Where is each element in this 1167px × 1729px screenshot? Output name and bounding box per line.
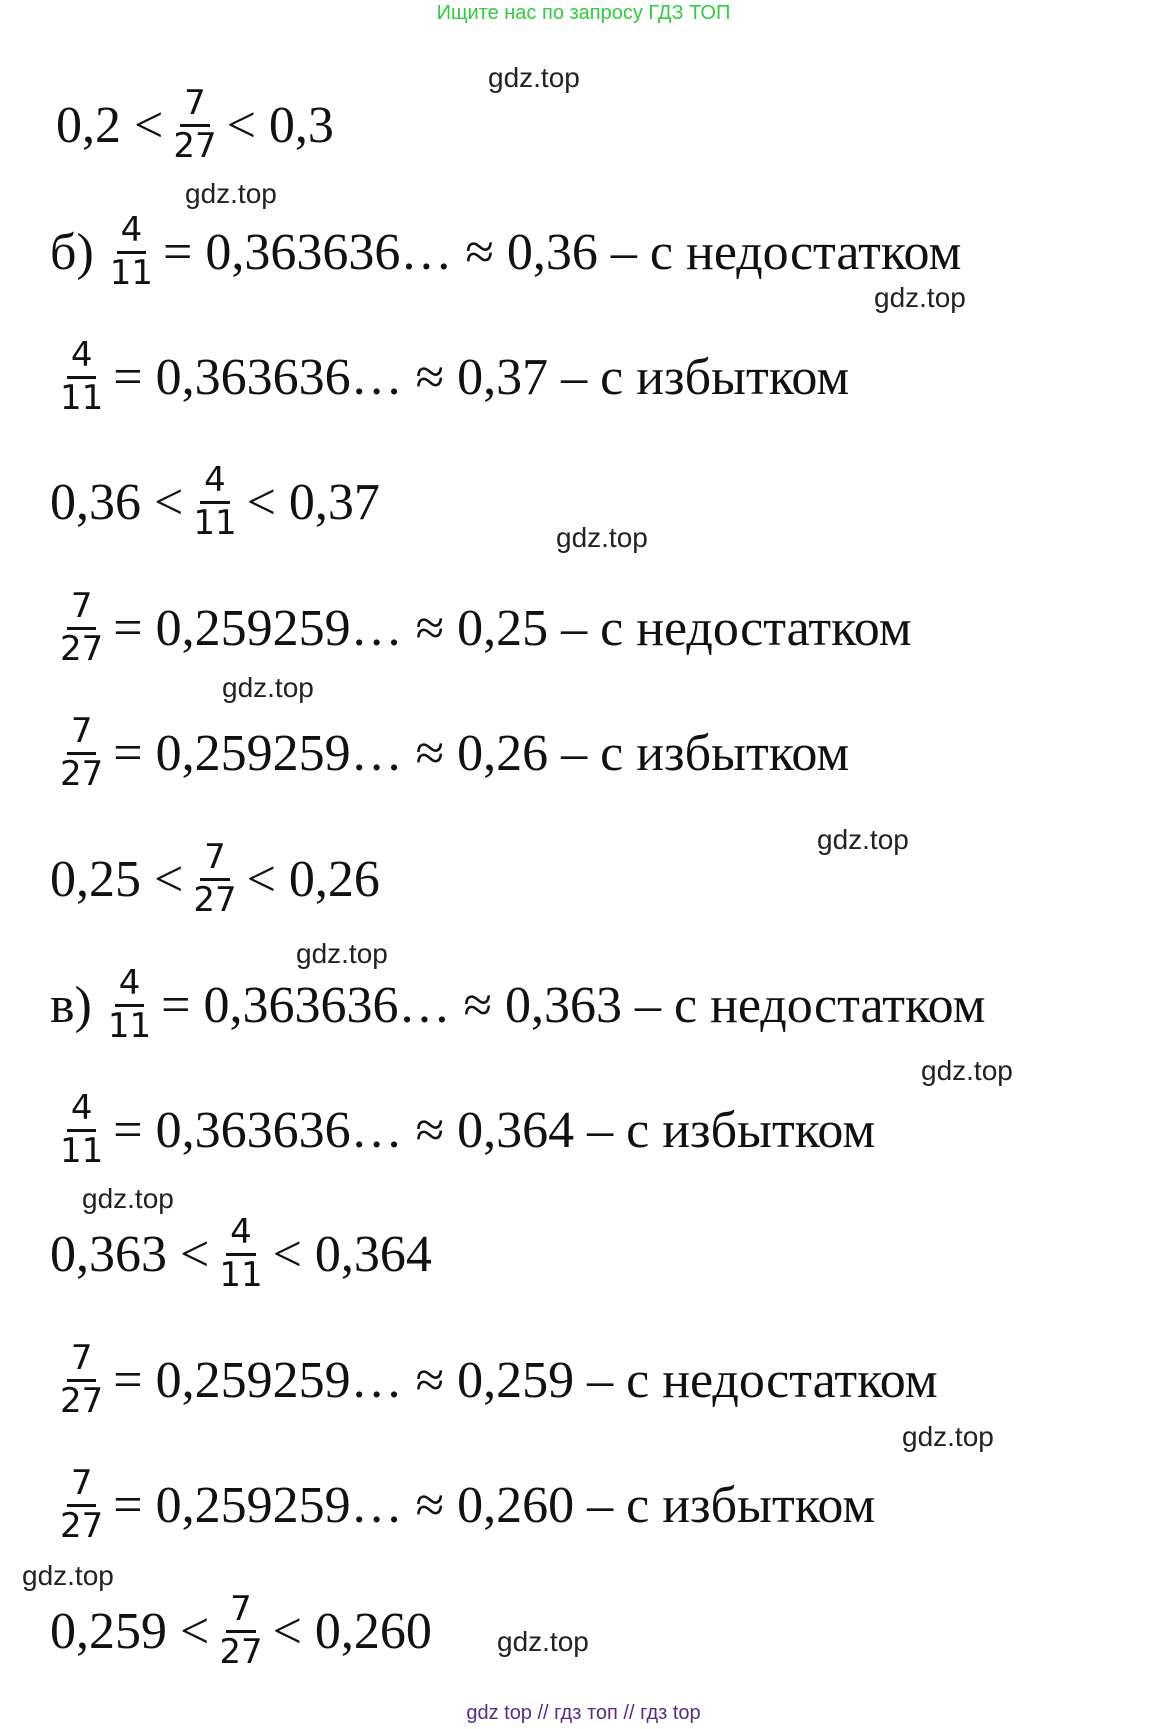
numerator: 4 bbox=[226, 1215, 256, 1256]
numerator: 4 bbox=[67, 338, 97, 379]
numerator: 4 bbox=[67, 1091, 97, 1132]
watermark: gdz.top bbox=[82, 1183, 174, 1214]
line-after: < 0,364 bbox=[272, 1225, 432, 1283]
watermark: gdz.top bbox=[488, 62, 580, 93]
line-after: = 0,259259… ≈ 0,26 – с избытком bbox=[113, 724, 850, 782]
line-before: 0,2 < bbox=[56, 96, 164, 154]
numerator: 7 bbox=[67, 589, 97, 630]
watermark: gdz.top bbox=[556, 522, 648, 553]
watermark: gdz.top bbox=[296, 938, 388, 969]
numerator: 7 bbox=[67, 1466, 97, 1507]
line-after: = 0,363636… ≈ 0,363 – с недостатком bbox=[161, 976, 986, 1034]
line-after: < 0,260 bbox=[272, 1602, 432, 1660]
fraction bbox=[56, 1462, 107, 1546]
math-line-12 bbox=[50, 1460, 875, 1550]
fraction bbox=[189, 459, 240, 543]
math-line-5 bbox=[50, 583, 912, 673]
fraction bbox=[106, 209, 157, 293]
line-after: = 0,259259… ≈ 0,259 – с недостатком bbox=[113, 1351, 938, 1409]
fraction bbox=[189, 836, 240, 920]
math-line-8 bbox=[50, 960, 986, 1050]
fraction bbox=[169, 82, 220, 166]
line-prefix: б) bbox=[50, 223, 94, 281]
denominator: 11 bbox=[60, 1130, 104, 1171]
line-after: = 0,363636… ≈ 0,364 – с избытком bbox=[113, 1101, 876, 1159]
fraction bbox=[56, 1087, 107, 1171]
line-before: 0,25 < bbox=[50, 850, 184, 908]
watermark: gdz.top bbox=[921, 1055, 1013, 1086]
watermark: gdz.top bbox=[22, 1560, 114, 1591]
math-line-11 bbox=[50, 1335, 938, 1425]
math-line-9 bbox=[50, 1085, 875, 1175]
denominator: 27 bbox=[60, 1505, 104, 1546]
math-line-7 bbox=[50, 834, 380, 924]
numerator: 7 bbox=[180, 86, 210, 127]
watermark: gdz.top bbox=[497, 1626, 589, 1657]
math-line-1 bbox=[50, 80, 334, 170]
math-line-6 bbox=[50, 708, 849, 798]
numerator: 4 bbox=[200, 463, 230, 504]
math-line-3 bbox=[50, 332, 849, 422]
numerator: 7 bbox=[67, 714, 97, 755]
fraction bbox=[215, 1588, 266, 1672]
fraction bbox=[56, 1337, 107, 1421]
fraction bbox=[56, 585, 107, 669]
line-before: 0,36 < bbox=[50, 473, 184, 531]
denominator: 11 bbox=[60, 377, 104, 418]
line-after: = 0,363636… ≈ 0,36 – с недостатком bbox=[163, 223, 962, 281]
math-line-10 bbox=[50, 1209, 432, 1299]
denominator: 11 bbox=[107, 1005, 152, 1046]
denominator: 11 bbox=[193, 502, 237, 543]
line-after: = 0,259259… ≈ 0,260 – с избытком bbox=[113, 1476, 876, 1534]
denominator: 11 bbox=[219, 1254, 263, 1295]
numerator: 7 bbox=[67, 1341, 97, 1382]
math-line-4 bbox=[50, 457, 380, 547]
denominator: 27 bbox=[60, 628, 104, 669]
denominator: 11 bbox=[109, 252, 154, 293]
line-prefix: в) bbox=[50, 976, 92, 1034]
watermark: gdz.top bbox=[902, 1421, 994, 1452]
denominator: 27 bbox=[193, 879, 237, 920]
footer: gdz top // гдз топ // гдз top bbox=[466, 1702, 701, 1724]
line-before: 0,259 < bbox=[50, 1602, 210, 1660]
watermark: gdz.top bbox=[817, 824, 909, 855]
numerator: 4 bbox=[117, 213, 147, 254]
watermark: gdz.top bbox=[222, 672, 314, 703]
fraction bbox=[104, 962, 155, 1046]
line-after: < 0,26 bbox=[246, 850, 380, 908]
numerator: 7 bbox=[226, 1592, 256, 1633]
fraction bbox=[215, 1211, 266, 1295]
line-after: = 0,363636… ≈ 0,37 – с избытком bbox=[113, 348, 850, 406]
line-after: < 0,3 bbox=[226, 96, 334, 154]
denominator: 27 bbox=[60, 753, 104, 794]
numerator: 7 bbox=[200, 840, 230, 881]
line-after: = 0,259259… ≈ 0,25 – с недостатком bbox=[113, 599, 912, 657]
fraction bbox=[56, 710, 107, 794]
line-after: < 0,37 bbox=[246, 473, 380, 531]
line-before: 0,363 < bbox=[50, 1225, 210, 1283]
denominator: 27 bbox=[60, 1380, 104, 1421]
top-banner: Ищите нас по запросу ГДЗ ТОП bbox=[436, 2, 731, 24]
numerator: 4 bbox=[115, 966, 145, 1007]
math-line-13 bbox=[50, 1586, 432, 1676]
denominator: 27 bbox=[219, 1631, 263, 1672]
watermark: gdz.top bbox=[185, 178, 277, 209]
denominator: 27 bbox=[173, 125, 217, 166]
math-line-2 bbox=[50, 207, 961, 297]
watermark: gdz.top bbox=[874, 282, 966, 313]
fraction bbox=[56, 334, 107, 418]
